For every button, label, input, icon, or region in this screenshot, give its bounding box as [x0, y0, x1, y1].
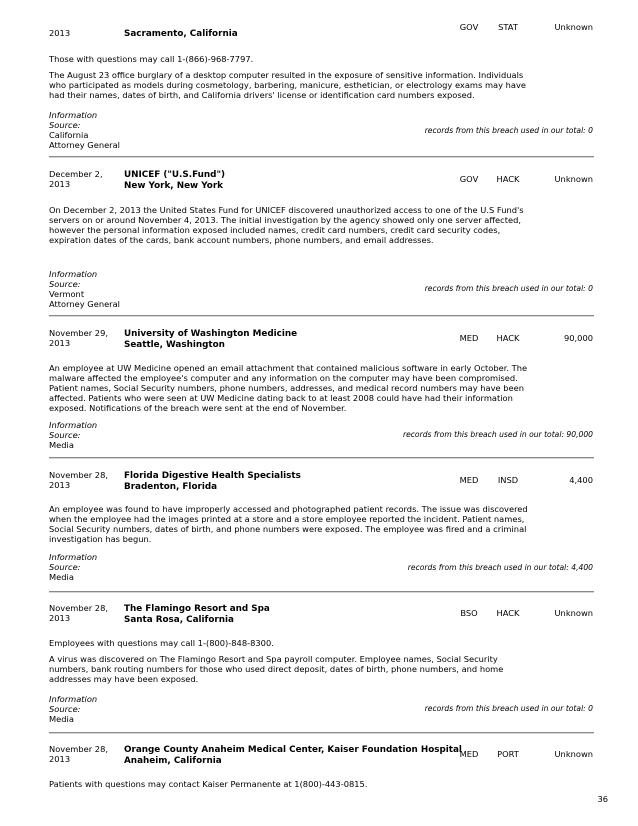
- entry-divider: [49, 156, 594, 158]
- source-sub-label: Source:: [49, 119, 81, 130]
- date-line: November 28,: [49, 744, 108, 754]
- date-line: November 28,: [49, 470, 108, 480]
- entry-date: 2013: [49, 28, 71, 38]
- entry-divider: [49, 732, 594, 734]
- entry-description: A virus was discovered on The Flamingo Resort and Spa payroll computer. Employee names, Social Security numbers, bank routing numbers for those who used direct deposit, dates of birth, phone numbers, and home addresses may have been exposed.: [49, 654, 504, 684]
- entry-divider: [49, 315, 594, 317]
- records-used-note: [408, 563, 593, 572]
- records-total: 90,000: [566, 430, 593, 439]
- org-name: Orange County Anaheim Medical Center, Kaiser Foundation Hospital: [124, 745, 462, 755]
- entry-breach-method: PORT: [497, 749, 519, 759]
- source-sub-label: Source:: [49, 561, 81, 572]
- entry-record-count: Unknown: [554, 749, 593, 759]
- org-name: University of Washington Medicine: [124, 329, 298, 339]
- source-label: Information: [49, 269, 98, 279]
- entry-description: An employee at UW Medicine opened an email attachment that contained malicious software in early October. The malware affected the employee's computer and any information on the computer may have been compromised. Patient names, Social Security numbers, phone numbers, addresses, and medical record numbers may have been affected. Patients who were seen at UW Medicine dating back to at least 2008 could have had their information exposed. Notifications of the breach were sent at the end of November.: [49, 363, 528, 413]
- records-prefix: records from this breach used in our total:: [424, 704, 589, 713]
- entry-description: On December 2, 2013 the United States Fund for UNICEF discovered unauthorized access to one of the U.S Fund's servers on or around November 4, 2013. The initial investigation by the agency showed only one server affected, however the personal information exposed included names, credit card numbers, credit card security codes, expiration dates of the cards, bank account numbers, phone numbers, and email addresses.: [49, 205, 524, 245]
- entry-date: [49, 170, 103, 190]
- date-line: 2013: [49, 753, 71, 764]
- entry-description: An employee was found to have improperly accessed and photographed patient records. The issue was discovered when the employee had the images printed at a store and a store employee reported the incident. Patient names, Social Security numbers, dates of birth, and phone numbers were exposed. The employee was fired and a criminal investigation has begun.: [49, 504, 528, 544]
- source-label: Information: [49, 110, 98, 120]
- entry-record-count: 90,000: [563, 333, 593, 343]
- source-name: California: [49, 129, 89, 140]
- entry-organization: [124, 471, 301, 492]
- entry-source: [49, 553, 97, 583]
- org-name: Florida Digestive Health Specialists: [124, 471, 301, 481]
- date-line: November 29,: [49, 328, 108, 338]
- entry-breach-type: GOV: [459, 22, 479, 32]
- records-total: 0: [588, 704, 593, 713]
- entry-divider: [49, 457, 594, 459]
- records-prefix: records from this breach used in our total:: [424, 126, 589, 135]
- source-name: Media: [49, 439, 74, 450]
- entry-breach-method: HACK: [496, 608, 520, 618]
- source-label: Information: [49, 694, 98, 704]
- records-total: 0: [588, 126, 593, 135]
- records-used-note: [425, 284, 593, 293]
- source-name: Vermont: [49, 288, 85, 299]
- entry-record-count: Unknown: [554, 22, 593, 32]
- entry-record-count: 4,400: [569, 475, 593, 485]
- entry-source: [49, 421, 97, 451]
- org-name: UNICEF ("U.S.Fund"): [124, 170, 226, 180]
- records-total: 0: [588, 284, 593, 293]
- records-total: 4,400: [571, 563, 593, 572]
- date-line: 2013: [49, 612, 71, 623]
- entry-breach-type: MED: [459, 333, 479, 343]
- source-label: Information: [49, 420, 98, 430]
- entry-breach-method: HACK: [496, 333, 520, 343]
- date-line: November 28,: [49, 603, 108, 613]
- records-used-note: [425, 704, 593, 713]
- source-name: Media: [49, 571, 74, 582]
- page-number: 36: [597, 794, 608, 804]
- entry-record-count: Unknown: [554, 174, 593, 184]
- source-sub-label: Source:: [49, 703, 81, 714]
- entry-organization: [124, 745, 462, 766]
- entry-breach-method: HACK: [496, 174, 520, 184]
- entry-record-count: Unknown: [554, 608, 593, 618]
- source-label: Information: [49, 552, 98, 562]
- entry-breach-type: MED: [459, 749, 479, 759]
- records-prefix: records from this breach used in our total:: [402, 430, 567, 439]
- org-location: Bradenton, Florida: [124, 481, 218, 492]
- entry-breach-method: INSD: [497, 475, 519, 485]
- entry-description: Employees with questions may call 1-(800)-848-8300.: [49, 638, 274, 648]
- org-location: Anaheim, California: [124, 755, 222, 766]
- source-name: Attorney General: [49, 298, 120, 309]
- entry-date: [49, 471, 108, 491]
- entry-breach-method: STAT: [498, 22, 518, 32]
- records-prefix: records from this breach used in our total:: [407, 563, 572, 572]
- entry-breach-type: GOV: [459, 174, 479, 184]
- entry-description: Patients with questions may contact Kaiser Permanente at 1(800)-443-0815.: [49, 779, 368, 789]
- source-sub-label: Source:: [49, 278, 81, 289]
- org-location: Santa Rosa, California: [124, 614, 234, 625]
- entry-source: [49, 111, 120, 151]
- date-line: December 2,: [49, 169, 103, 179]
- org-name: The Flamingo Resort and Spa: [124, 604, 270, 614]
- records-used-note: [403, 430, 593, 439]
- source-name: Media: [49, 713, 74, 724]
- entry-date: [49, 745, 108, 765]
- org-location: Seattle, Washington: [124, 339, 225, 350]
- source-name: Attorney General: [49, 139, 120, 150]
- records-used-note: [425, 126, 593, 135]
- entry-date: [49, 604, 108, 624]
- org-location: New York, New York: [124, 180, 224, 191]
- entry-organization: [124, 170, 225, 191]
- records-prefix: records from this breach used in our total:: [424, 284, 589, 293]
- entry-description: The August 23 office burglary of a desktop computer resulted in the exposure of sensitive information. Individuals who participated as models during cosmetology, barbering, manicure, esthetician, or electrology exams may have had their names, dates of birth, and California drivers' license or identification card numbers exposed.: [49, 70, 527, 100]
- entry-date: [49, 329, 108, 349]
- entry-organization: Sacramento, California: [124, 29, 238, 39]
- entry-breach-type: MED: [459, 475, 479, 485]
- date-line: 2013: [49, 479, 71, 490]
- entry-organization: [124, 329, 297, 350]
- date-line: 2013: [49, 178, 71, 189]
- entry-description: Those with questions may call 1-(866)-968-7797.: [49, 54, 254, 64]
- entry-divider: [49, 591, 594, 593]
- date-line: 2013: [49, 337, 71, 348]
- entry-source: [49, 270, 120, 310]
- source-sub-label: Source:: [49, 429, 81, 440]
- entry-source: [49, 695, 97, 725]
- entry-organization: [124, 604, 270, 625]
- entry-breach-type: BSO: [460, 608, 478, 618]
